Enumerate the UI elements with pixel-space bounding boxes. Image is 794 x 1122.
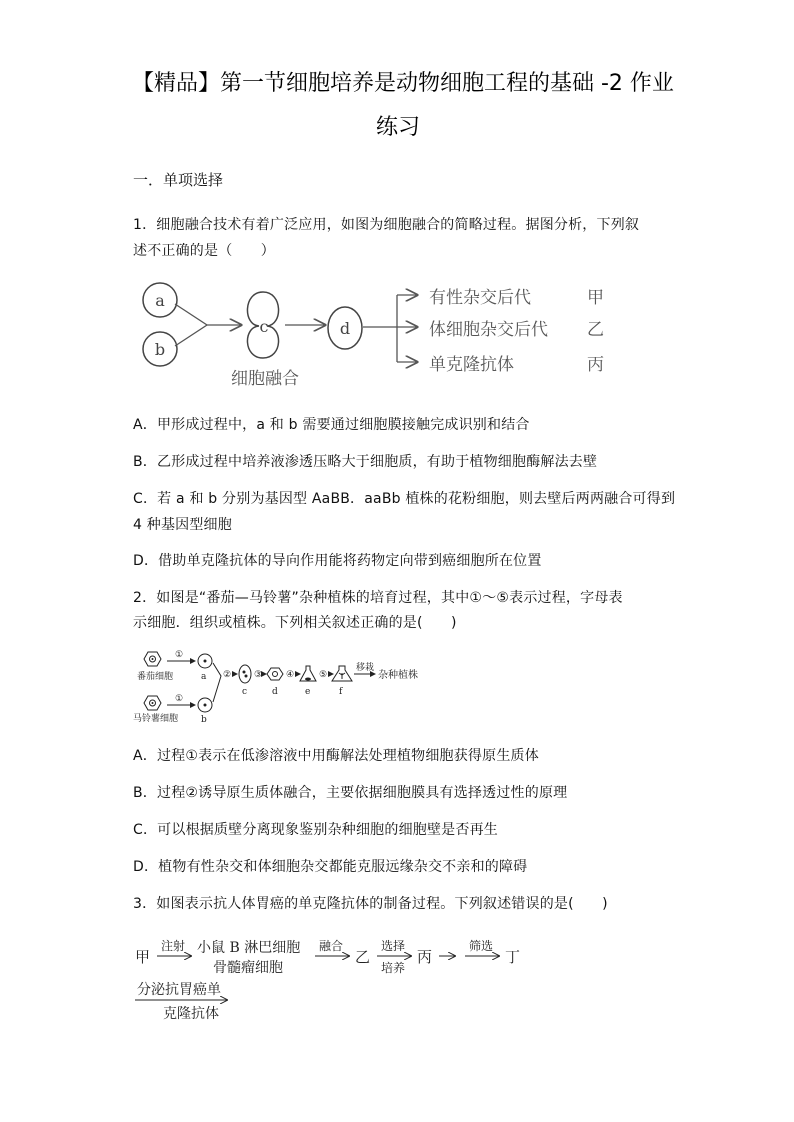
q2-option-a[interactable]: A．过程①表示在低渗溶液中用酶解法处理植物细胞获得原生质体 [133,748,539,764]
label-d: d [272,687,278,697]
q2-option-d[interactable]: D．植物有性杂交和体细胞杂交都能克服远缘杂交不亲和的障碍 [133,859,528,875]
q1-option-c-line2[interactable]: 4 种基因型细胞 [133,517,232,533]
q1-stem-line1: 1．细胞融合技术有着广泛应用，如图为细胞融合的简略过程。据图分析，下列叙 [133,217,640,233]
screen-label: 筛选 [469,939,494,953]
ding-label: 丁 [505,948,521,966]
q1-option-a[interactable]: A．甲形成过程中，a 和 b 需要通过细胞膜接触完成识别和结合 [133,417,530,433]
secrete-label: 分泌抗胃癌单 [137,982,221,998]
q2-stem-line1: 2．如图是“番茄—马铃薯”杂种植株的培育过程，其中①～⑤表示过程，字母表 [133,590,623,606]
outcome-1: 有性杂交后代 [429,288,531,308]
antibody-label: 克隆抗体 [163,1006,219,1022]
diagram-caption: 细胞融合 [231,369,299,389]
label-e: e [305,687,311,697]
merge-lines [175,304,207,346]
cell-a-label: a [155,291,165,310]
fused-cell-c [239,665,251,683]
fuse-label: 融合 [319,939,344,953]
step-4: ④ [286,670,295,680]
potato-cell-label: 马铃薯细胞 [133,714,179,724]
q1-option-d[interactable]: D．借助单克隆抗体的导向作用能将药物定向带到癌细胞所在位置 [133,553,542,569]
q2-option-c[interactable]: C．可以根据质壁分离现象鉴别杂种细胞的细胞壁是否再生 [133,822,498,838]
q1-cell-fusion-diagram [135,276,635,396]
outcome-2: 体细胞杂交后代 [429,320,548,340]
step-5: ⑤ [319,670,328,680]
section-heading: 一．单项选择 [133,171,224,189]
outcome-3: 单克隆抗体 [429,355,514,375]
q1-option-c-line1[interactable]: C．若 a 和 b 分别为基因型 AaBB．aaBb 植株的花粉细胞，则去壁后两两融合可得到 [133,491,676,507]
label-c: c [242,687,248,697]
outcome-2-tag: 乙 [587,320,604,340]
step-3: ③ [254,670,263,680]
q2-somatic-hybridization-diagram [133,646,433,726]
cell-c-label: c [259,317,269,336]
q2-stem-line2: 示细胞．组织或植株。下列相关叙述正确的是( ) [133,615,457,631]
select-label: 选择 [381,939,406,953]
step-2: ② [223,670,232,680]
transplant-label: 移栽 [356,663,375,673]
q3-monoclonal-antibody-diagram [133,930,553,1025]
cell-d-label: d [339,319,351,338]
q2-option-b[interactable]: B．过程②诱导原生质体融合，主要依据细胞膜具有选择透过性的原理 [133,785,568,801]
label-b: b [201,715,207,725]
myeloma-label: 骨髓瘤细胞 [213,960,283,976]
page-title-line1: 【精品】第一节细胞培养是动物细胞工程的基础 -2 作业 [132,71,674,96]
q1-stem-line2: 述不正确的是（ ） [133,243,275,259]
label-a: a [201,672,207,682]
yi-label: 乙 [355,948,371,966]
step-1-top: ① [175,650,184,660]
tomato-cell-label: 番茄细胞 [137,672,174,682]
culture-label: 培养 [381,961,406,975]
outcome-1-tag: 甲 [587,288,604,308]
hybrid-plant-label: 杂种植株 [378,670,418,681]
hybrid-cell-d [267,668,283,680]
label-f: f [339,687,343,697]
jia-label: 甲 [135,948,151,966]
q1-option-b[interactable]: B．乙形成过程中培养液渗透压略大于细胞质，有助于植物细胞酶解法去壁 [133,454,598,470]
inject-label: 注射 [161,939,186,953]
b-lymphocyte-label: 小鼠 B 淋巴细胞 [197,940,301,956]
step-1-bottom: ① [175,694,184,704]
cell-b-label: b [154,340,166,359]
bing-label: 丙 [417,948,433,966]
outcome-3-tag: 丙 [587,355,604,375]
page-title-line2: 练习 [376,115,421,140]
q3-stem: 3．如图表示抗人体胃癌的单克隆抗体的制备过程。下列叙述错误的是( ) [133,896,608,912]
